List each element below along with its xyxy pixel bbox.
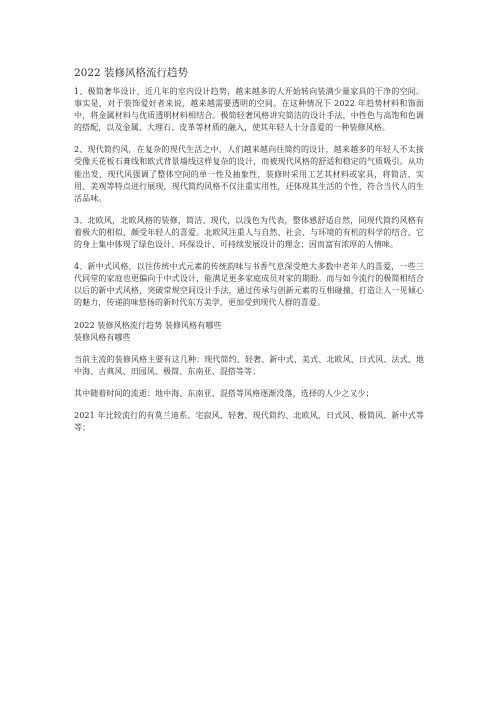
- document-title: 2022 装修风格流行趋势: [74, 67, 189, 79]
- document-page: [74, 66, 424, 444]
- subheading-trends: 2022 装修风格流行趋势 装修风格有哪些: [74, 320, 222, 330]
- paragraph-minimal-luxury: 1、极简奢华设计，近几年的室内设计趋势，越来越多的人开始转向装满少量家具的干净的空间。事实是，对于装饰爱好者来说，越来越需要透明的空间。在这种情况下 2022 年趋势材料和饰面中，将金属材料与优质透明材料相结合。极简轻奢风格讲究简洁的设计手法，中性色与高饱和色调的搭配，以及金属、大理石、皮革等材质的融入，使其年轻人十分喜爱的一种装修风格。: [74, 87, 424, 133]
- subheading-styles: 装修风格有哪些: [74, 332, 131, 342]
- paragraph-modern-simple: 2、现代简约风，在复杂的现代生活之中，人们越来越向往简约的设计，越来越多的年轻人不太接受像天花板石膏线和欧式背景墙线这样复杂的设计，而被现代风格的舒适和稳定的气质吸引。从功能出发，现代风强调了整体空间的单一性及抽象性，装修时采用工艺其材料或家具，将简洁、实用、美观等特点进行展现，现代简约风格不仅注重实用性，还体现其生活的个性，符合当代人的生活品味。: [74, 145, 424, 203]
- paragraph-nordic: 3、北欧风，北欧风格的装修，简洁、现代，以浅色为代表，整体感舒适自然，同现代简约风格有着极大的相似，颇受年轻人的喜爱。北欧风注重人与自然、社会、与环境的有机的科学的结合，它的身上集中体现了绿色设计、环保设计、可持续发展设计的理念；因而富有浓厚的人情味。: [74, 215, 424, 250]
- paragraph-declining-styles: 其中随着时间的流逝：地中海、东南亚、混搭等风格逐渐没落，选择的人少之又少；: [74, 388, 374, 398]
- paragraph-mainstream-styles: 当前主流的装修风格主要有这几种：现代简约、轻奢、新中式、美式、北欧风、日式风、法式、地中海、古典风、田园风、极简、东南亚、混搭等等；: [74, 354, 424, 376]
- paragraph-new-chinese: 4、新中式风格，以往传统中式元素的传统韵味与书香气息深受绝大多数中老年人的喜爱，一些三代同堂的家庭也更偏向于中式设计，能满足更多家庭成员对家的期盼。而与如今流行的极简相结合以后的新中式风格，突破常规空间设计手法，通过传承与创新元素的互相碰撞，打造让人一见倾心的魅力，传递韵味悠扬的新时代东方美学，更加受到现代人群的喜爱。: [74, 262, 424, 308]
- paragraph-2021-popular: 2021 年比较流行的有莫兰迪系、宅寂风、轻奢、现代简约、北欧风、日式风、极简风、新中式等等；: [74, 410, 424, 433]
